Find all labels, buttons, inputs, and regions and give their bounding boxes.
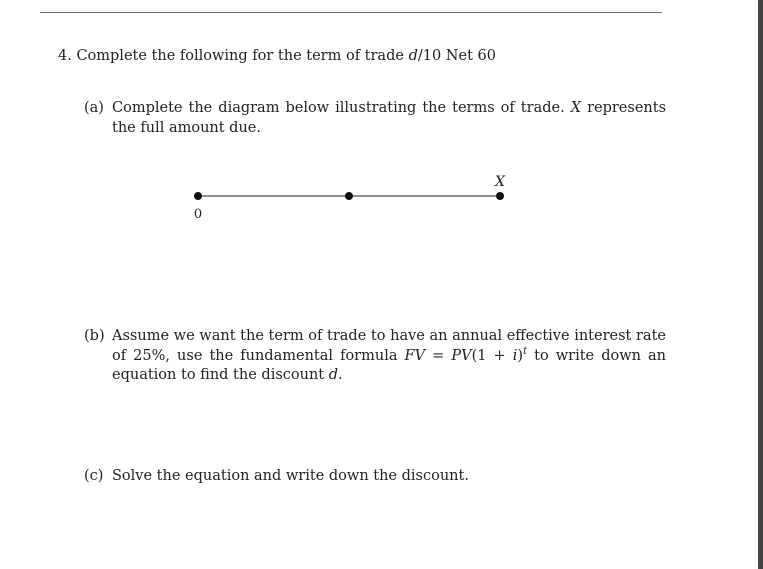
formula-paren: (1 + xyxy=(471,347,513,364)
question-stem-prefix: Complete the following for the term of trade xyxy=(76,48,409,64)
part-a-text-prefix: Complete the diagram below illustrating the terms of trade. xyxy=(112,100,571,116)
top-rule xyxy=(40,12,662,13)
part-a-text xyxy=(112,99,666,138)
question-stem-math: d xyxy=(408,48,418,64)
part-a xyxy=(84,99,666,138)
timeline-point-end xyxy=(496,192,504,200)
part-a-text-math: X xyxy=(570,100,582,116)
formula-exponent: t xyxy=(523,345,528,357)
part-b-text-1: Assume we want the term of trade to have an annual effective interest rate of 25%, use the fundamental formula xyxy=(112,328,666,364)
part-b xyxy=(84,327,666,386)
formula-i: i xyxy=(512,347,518,364)
formula-close: ) xyxy=(517,347,524,364)
timeline-point-middle xyxy=(345,192,353,200)
part-b-label: (b) xyxy=(84,328,105,344)
part-a-label: (a) xyxy=(84,100,104,116)
question-heading xyxy=(58,47,496,65)
timeline-point-start xyxy=(194,192,202,200)
timeline-start-label: 0 xyxy=(193,207,203,222)
formula-fv: FV xyxy=(404,347,426,364)
question-stem-suffix: /10 Net 60 xyxy=(417,48,496,64)
formula-pv: PV xyxy=(451,347,472,364)
part-b-text-end: . xyxy=(338,367,343,383)
right-edge-bar xyxy=(758,0,763,569)
question-number: 4. xyxy=(58,48,72,64)
part-c xyxy=(84,467,666,487)
timeline-diagram xyxy=(190,168,510,228)
formula-equals: = xyxy=(425,347,452,364)
part-b-text-math: d xyxy=(328,367,339,383)
part-c-label: (c) xyxy=(84,468,104,484)
part-b-text xyxy=(112,327,666,386)
timeline-end-label: X xyxy=(495,174,505,190)
part-a-text-suffix: represents the full amount due. xyxy=(112,100,667,136)
part-c-text: Solve the equation and write down the discount. xyxy=(112,468,469,484)
part-b-text-2: to write down an equation to find the discount xyxy=(112,347,666,383)
